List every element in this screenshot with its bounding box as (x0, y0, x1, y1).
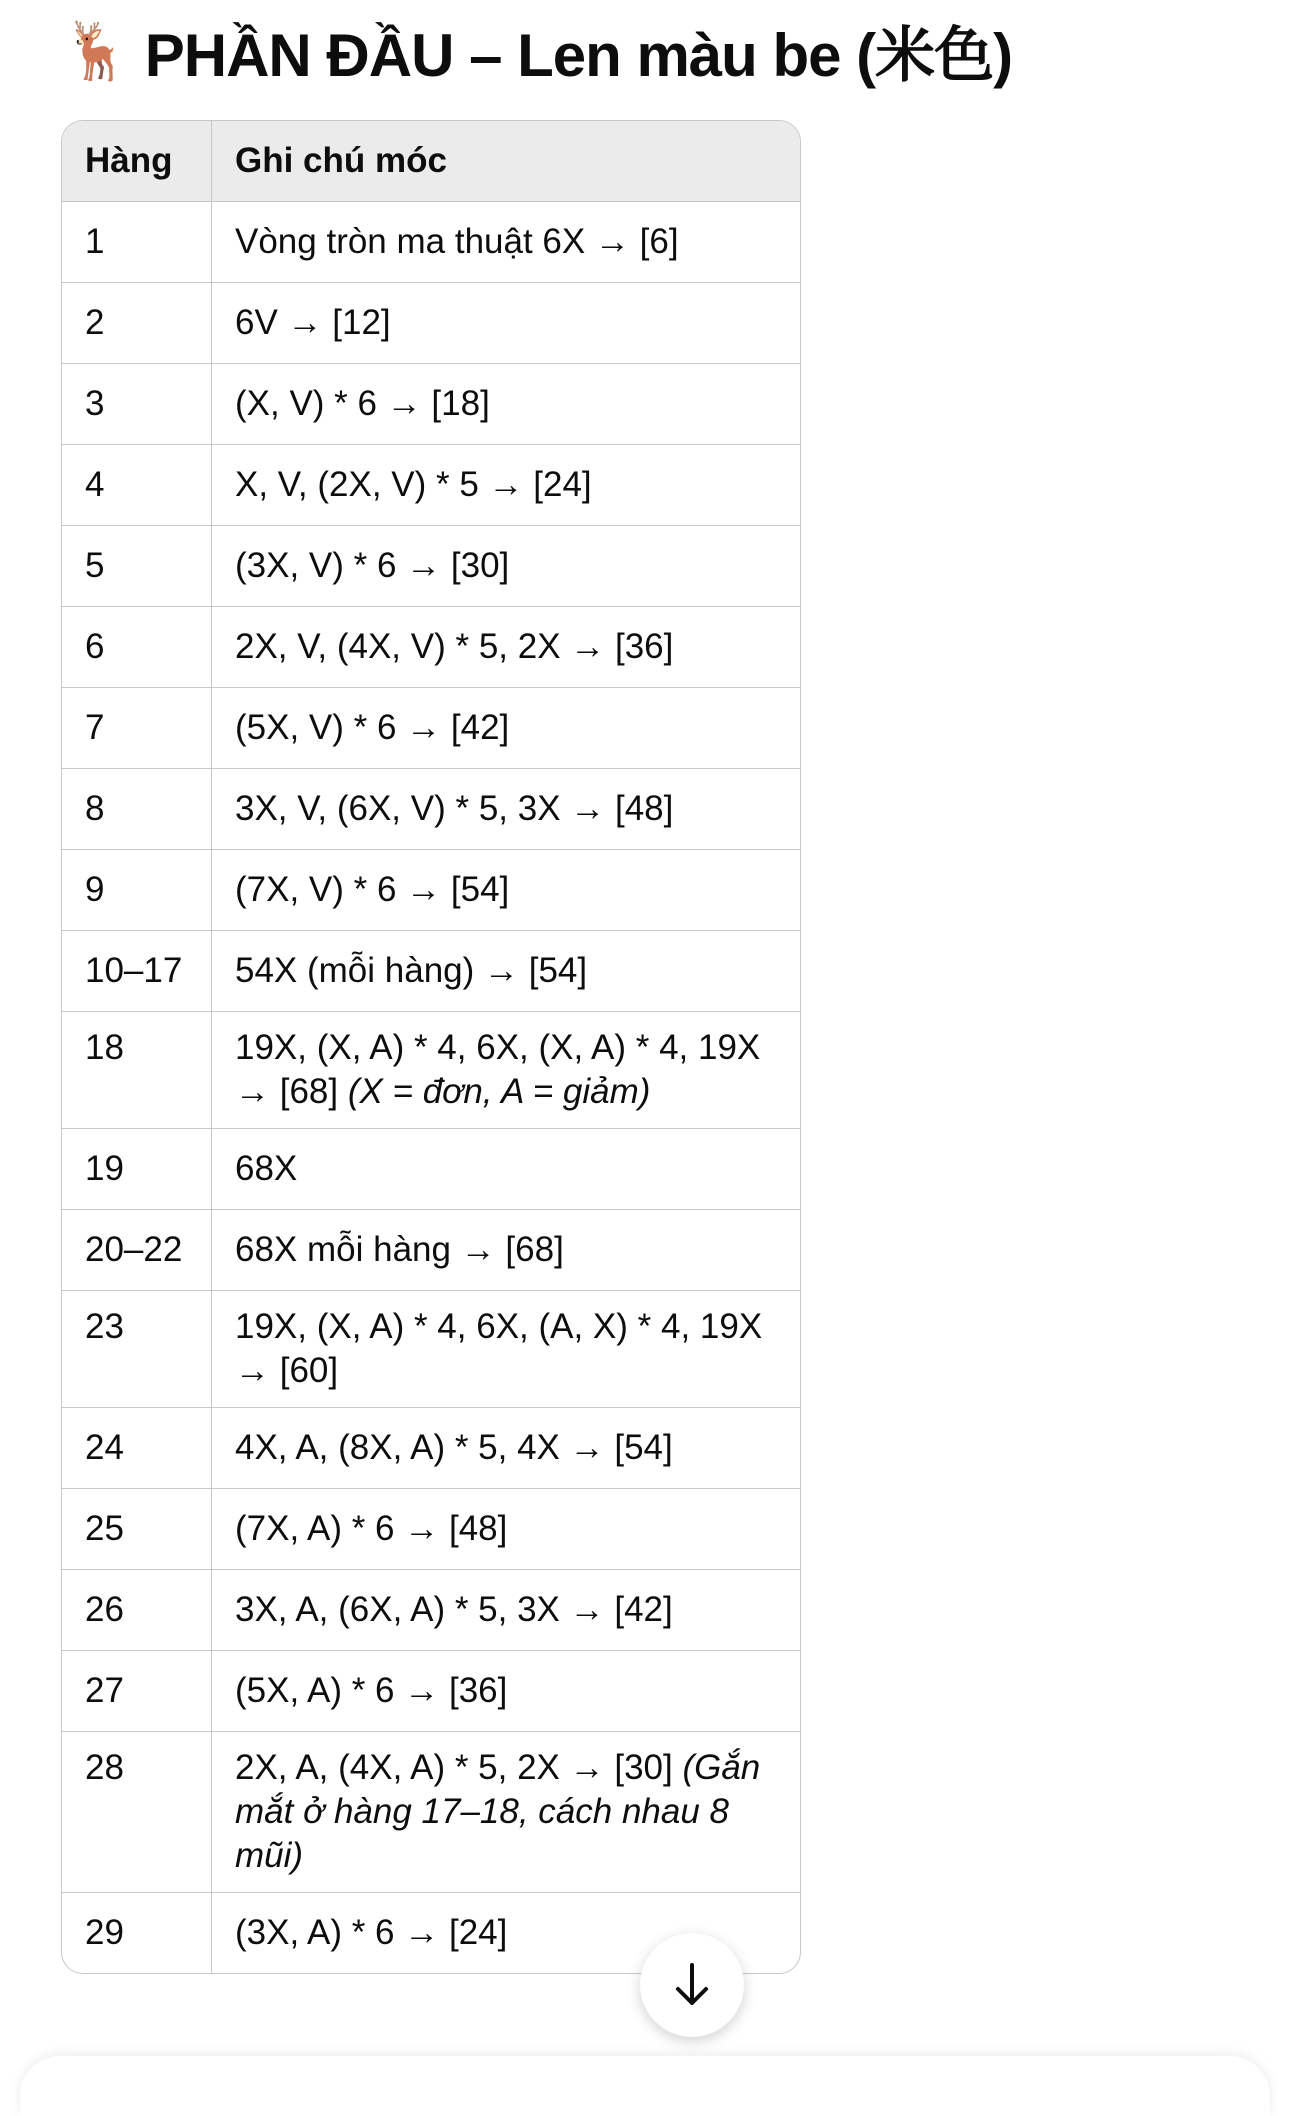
instruction-note: (X = đơn, A = giảm) (347, 1072, 651, 1111)
row-instruction (212, 202, 801, 283)
header-row: Hàng (62, 121, 212, 202)
row-number: 19 (62, 1129, 212, 1210)
row-number: 26 (62, 1570, 212, 1651)
row-instruction (212, 364, 801, 445)
row-number: 18 (62, 1012, 212, 1129)
row-instruction (212, 1570, 801, 1651)
table-row (62, 1651, 800, 1732)
row-instruction (212, 283, 801, 364)
row-number: 6 (62, 607, 212, 688)
row-number: 29 (62, 1893, 212, 1974)
table-row (62, 1732, 800, 1893)
instruction-text: (7X, A) * 6 → [48] (235, 1509, 508, 1548)
scroll-down-button[interactable] (640, 1933, 744, 2037)
crochet-table (61, 120, 801, 1974)
row-instruction (212, 1408, 801, 1489)
row-instruction (212, 1489, 801, 1570)
row-number: 25 (62, 1489, 212, 1570)
instruction-text: 4X, A, (8X, A) * 5, 4X → [54] (235, 1428, 673, 1467)
row-number: 5 (62, 526, 212, 607)
instruction-text: Vòng tròn ma thuật 6X → [6] (235, 222, 679, 261)
row-instruction (212, 931, 801, 1012)
instruction-text: 54X (mỗi hàng) → [54] (235, 951, 588, 990)
instruction-text: 19X, (X, A) * 4, 6X, (X, A) * 4, 19X → [68] (235, 1028, 761, 1111)
row-instruction (212, 526, 801, 607)
row-instruction (212, 688, 801, 769)
instruction-text: 19X, (X, A) * 4, 6X, (A, X) * 4, 19X → [60] (235, 1307, 763, 1390)
table-row (62, 1489, 800, 1570)
table-row (62, 526, 800, 607)
row-number: 7 (62, 688, 212, 769)
table-row (62, 1570, 800, 1651)
arrow-down-icon (672, 1961, 712, 2009)
row-number: 10–17 (62, 931, 212, 1012)
row-instruction (212, 1129, 801, 1210)
row-number: 4 (62, 445, 212, 526)
table-row (62, 850, 800, 931)
instruction-text: 6V → [12] (235, 303, 391, 342)
table-row (62, 1408, 800, 1489)
row-instruction (212, 850, 801, 931)
instruction-text: (3X, V) * 6 → [30] (235, 546, 510, 585)
table-row (62, 931, 800, 1012)
row-instruction (212, 1291, 801, 1408)
row-instruction (212, 1651, 801, 1732)
instruction-text: 68X mỗi hàng → [68] (235, 1230, 564, 1269)
row-number: 2 (62, 283, 212, 364)
instruction-text: (5X, A) * 6 → [36] (235, 1671, 508, 1710)
row-number: 3 (62, 364, 212, 445)
row-instruction (212, 1210, 801, 1291)
message-composer[interactable] (20, 2056, 1270, 2116)
row-instruction (212, 1732, 801, 1893)
row-number: 27 (62, 1651, 212, 1732)
title-text: PHẦN ĐẦU – Len màu be (米色) (144, 22, 1013, 89)
table-row (62, 364, 800, 445)
deer-icon: 🦌 (62, 19, 131, 82)
table-header-row (62, 121, 800, 202)
instruction-text: 3X, V, (6X, V) * 5, 3X → [48] (235, 789, 674, 828)
table-row (62, 1129, 800, 1210)
table-row (62, 1012, 800, 1129)
row-instruction (212, 445, 801, 526)
instruction-text: (X, V) * 6 → [18] (235, 384, 490, 423)
row-number: 20–22 (62, 1210, 212, 1291)
instruction-text: 3X, A, (6X, A) * 5, 3X → [42] (235, 1590, 673, 1629)
page-title (62, 8, 1012, 94)
row-number: 24 (62, 1408, 212, 1489)
table-row (62, 1291, 800, 1408)
instruction-text: X, V, (2X, V) * 5 → [24] (235, 465, 592, 504)
instruction-text: 68X (235, 1149, 298, 1188)
row-instruction (212, 1012, 801, 1129)
table-row (62, 283, 800, 364)
table-row (62, 445, 800, 526)
table-row (62, 688, 800, 769)
header-notes: Ghi chú móc (212, 121, 801, 202)
row-number: 9 (62, 850, 212, 931)
instruction-text: (3X, A) * 6 → [24] (235, 1913, 508, 1952)
table-row (62, 607, 800, 688)
table-row (62, 202, 800, 283)
table-row (62, 769, 800, 850)
row-number: 8 (62, 769, 212, 850)
row-number: 28 (62, 1732, 212, 1893)
instruction-text: 2X, A, (4X, A) * 5, 2X → [30] (235, 1748, 683, 1787)
row-number: 1 (62, 202, 212, 283)
instruction-text: 2X, V, (4X, V) * 5, 2X → [36] (235, 627, 674, 666)
instruction-text: (5X, V) * 6 → [42] (235, 708, 510, 747)
instruction-note: (Gắn mắt ở hàng 17–18, cách nhau 8 mũi) (235, 1748, 761, 1875)
instruction-text: (7X, V) * 6 → [54] (235, 870, 510, 909)
row-instruction (212, 769, 801, 850)
table-row (62, 1210, 800, 1291)
row-instruction (212, 607, 801, 688)
row-number: 23 (62, 1291, 212, 1408)
